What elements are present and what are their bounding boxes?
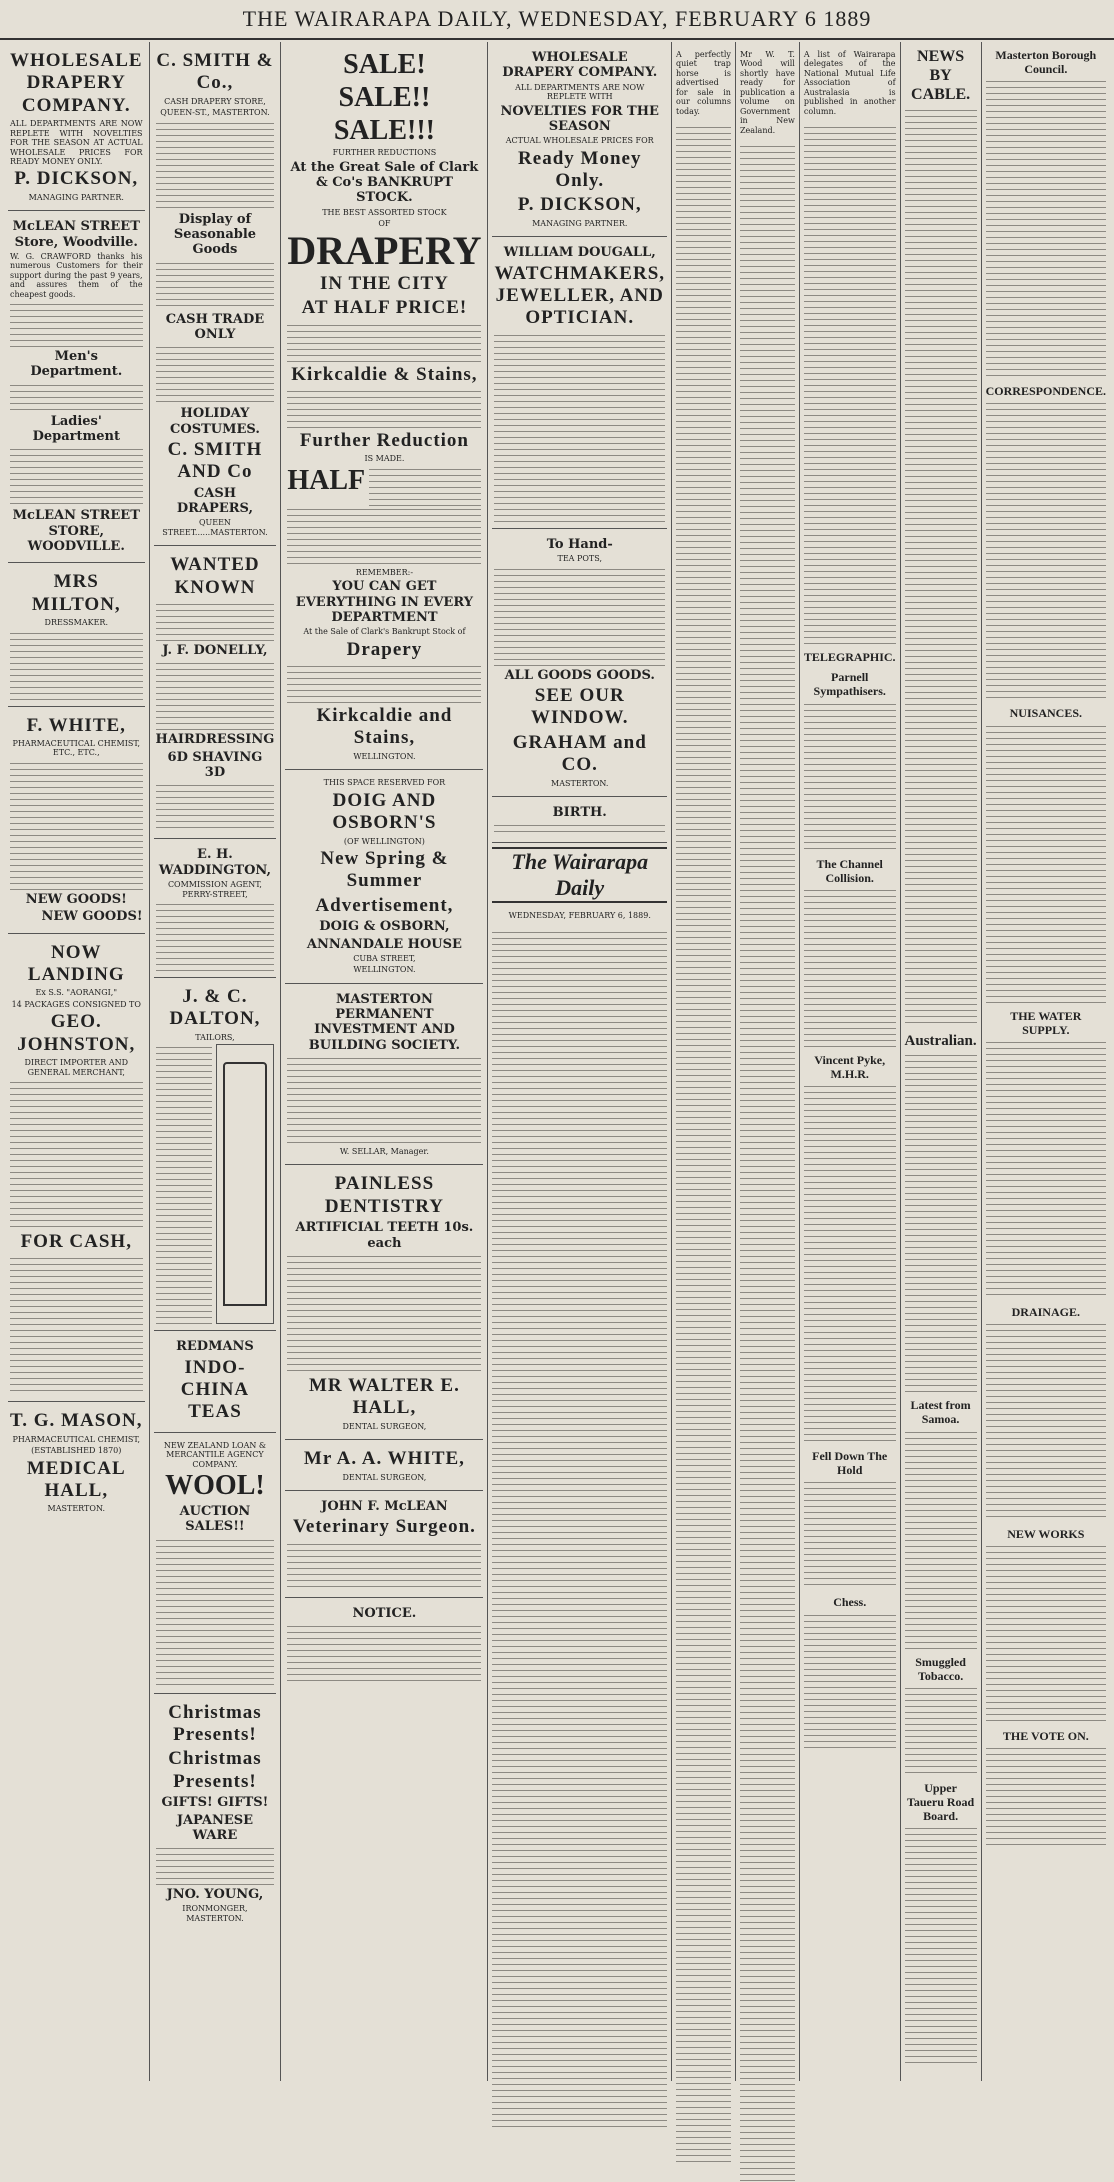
remember-text-block <box>287 506 481 566</box>
parnell-head: Parnell Sympathisers. <box>813 670 886 699</box>
painless: PAINLESS DENTISTRY <box>324 1173 445 1217</box>
crawford-body: W. G. CRAWFORD thanks his numerous Customers for their support during the past 9 years, and assures them of the cheapest goods. <box>10 251 143 299</box>
cash-trade-text-block <box>156 344 275 404</box>
channel-head: The Channel Collision. <box>816 856 883 885</box>
departments: ALL DEPARTMENTS ARE NOW REPLETE WITH <box>515 82 645 102</box>
newspaper-logo: The Wairarapa Daily <box>492 847 667 903</box>
column-9 <box>982 42 1110 2081</box>
smith-addr: QUEEN-ST., MASTERTON. <box>160 108 270 118</box>
half: HALF <box>287 464 366 496</box>
everything: YOU CAN GET EVERYTHING IN EVERY DEPARTMENT <box>295 579 474 625</box>
kirkcaldie-2: Kirkcaldie and Stains, <box>316 705 453 749</box>
notice: NOTICE. <box>352 1605 417 1621</box>
gifts: GIFTS! GIFTS! <box>161 1795 269 1811</box>
wholesale: WHOLESALE DRAPERY COMPANY. <box>502 50 658 81</box>
auction-text-block <box>156 1537 275 1687</box>
packages: 14 PACKAGES CONSIGNED TO <box>11 999 141 1009</box>
column-5 <box>672 42 736 2081</box>
johnston-text-block <box>10 1079 143 1229</box>
smith-ad <box>154 42 277 546</box>
upper-taueru-text <box>905 1825 977 2065</box>
dickson-title: WHOLESALE DRAPERY COMPANY. <box>10 50 143 116</box>
hairdressing: HAIRDRESSING <box>155 732 275 748</box>
cash-text-block <box>10 1255 143 1395</box>
vet-text-block <box>287 1541 481 1591</box>
col7-text-1 <box>804 124 896 644</box>
young-ad <box>154 1694 277 1932</box>
nuisances-head: NUISANCES. <box>1009 706 1082 721</box>
in-city: IN THE CITY <box>319 272 449 294</box>
graham-text-block <box>494 566 665 666</box>
dickson-ad <box>8 42 145 211</box>
dalton-ad <box>154 978 277 1331</box>
nz-loan-ad <box>154 1433 277 1694</box>
col6-text <box>740 143 795 2182</box>
mclean: JOHN F. McLEAN <box>321 1499 448 1515</box>
fell-head: Fell Down The Hold <box>812 1449 888 1478</box>
half-price-text-block <box>287 322 481 362</box>
column-1 <box>4 42 150 2081</box>
vincent-text <box>804 1083 896 1443</box>
drainage-text <box>986 1321 1106 1521</box>
col5-lede: A perfectly quiet trap horse is advertised for sale in our columns today. <box>676 50 731 116</box>
advert: Advertisement, <box>315 894 454 916</box>
kirkcaldie-ad <box>285 42 483 770</box>
mens-text-block <box>10 382 143 412</box>
wanted-text-block <box>156 601 275 641</box>
half-text <box>369 466 481 506</box>
dentistry-ad <box>285 1165 483 1440</box>
ash: Mr A. A. WHITE, <box>303 1448 465 1470</box>
cash-drapers: CASH DRAPERS, <box>176 485 253 517</box>
samoa-head: Latest from Samoa. <box>910 1398 971 1427</box>
masterton-perm: MASTERTON PERMANENT INVESTMENT AND BUILDING SOCIETY. <box>308 991 461 1053</box>
trouser-icon <box>223 1062 267 1306</box>
birth-notice <box>492 797 667 843</box>
wool: WOOL! <box>165 1470 265 1502</box>
dalton-price-list <box>156 1044 212 1324</box>
dalton-body <box>156 1044 275 1324</box>
column-2 <box>150 42 282 2081</box>
dickson-role: MANAGING PARTNER. <box>28 192 124 202</box>
christmas-2: Christmas Presents! <box>168 1748 262 1792</box>
building-society-ad <box>285 984 483 1166</box>
ladies-dept: Ladies' Department <box>32 413 120 445</box>
dougall-ad <box>492 237 667 529</box>
notice-text-block <box>287 1623 481 1683</box>
dickson: P. DICKSON, <box>517 194 642 216</box>
fell-text <box>804 1479 896 1589</box>
crawford-ad <box>8 211 145 563</box>
new-goods-1: NEW GOODS! <box>25 891 127 907</box>
hall-dental: DENTAL SURGEON, <box>342 1421 427 1431</box>
see-window: SEE OUR WINDOW. <box>530 684 629 729</box>
artificial: ARTIFICIAL TEETH 10s. each <box>295 1220 474 1251</box>
drapery: DRAPERY <box>287 227 482 273</box>
borough-head: Masterton Borough Council. <box>995 48 1097 77</box>
dougall-text-block <box>494 332 665 522</box>
col7-lede: A list of Wairarapa delegates of the National Mutual Life Association of Australasia is published in another column. <box>803 50 896 116</box>
birth: BIRTH. <box>552 804 607 820</box>
column-8 <box>901 42 982 2081</box>
johnston-role: DIRECT IMPORTER AND GENERAL MERCHANT, <box>24 1058 129 1077</box>
mason-ad <box>8 1402 145 1522</box>
graham-town: MASTERTON. <box>551 778 609 788</box>
display: Display of Seasonable Goods <box>173 211 257 258</box>
chess-head: Chess. <box>833 1595 867 1610</box>
johnston-ad <box>8 934 145 1403</box>
building-text-block <box>287 1055 481 1145</box>
water-head: THE WATER SUPPLY. <box>1010 1008 1082 1037</box>
best: THE BEST ASSORTED STOCK <box>322 207 447 217</box>
redmans: REDMANS <box>176 1339 254 1355</box>
display-text-block <box>156 260 275 310</box>
australian-text <box>905 1052 977 1392</box>
nz-loan: NEW ZEALAND LOAN & MERCANTILE AGENCY COMPANY. <box>163 1440 267 1469</box>
indo-china: INDO-CHINA TEAS <box>180 1356 250 1423</box>
for-cash: FOR CASH, <box>20 1230 132 1252</box>
drapery-2: Drapery <box>346 638 423 660</box>
vet-ad <box>285 1491 483 1598</box>
dalton-role: TAILORS, <box>195 1032 235 1042</box>
birth-text <box>494 822 665 836</box>
donelly-text-block <box>156 660 275 730</box>
cable-text <box>905 107 977 1027</box>
ash-dental: DENTAL SURGEON, <box>342 1472 427 1482</box>
smith-text-block <box>156 120 275 210</box>
novelties: NOVELTIES FOR THE SEASON <box>500 103 659 134</box>
donelly-name: J. F. DONELLY, <box>162 643 268 659</box>
tea-pots: TEA POTS, <box>557 554 602 564</box>
correspondence-head: CORRESPONDENCE. <box>985 384 1106 399</box>
medical-hall: MEDICAL HALL, <box>26 1457 126 1502</box>
column-7 <box>800 42 901 2081</box>
chess-text <box>804 1612 896 1752</box>
doig: DOIG AND OSBORN'S <box>332 789 437 834</box>
dickson-body: ALL DEPARTMENTS ARE NOW REPLETE WITH NOVELTIES FOR THE SEASON AT ACTUAL WHOLESALE PRICES FOR READY MONEY ONLY. <box>10 119 143 166</box>
price: 6D SHAVING 3D <box>167 749 263 781</box>
smuggled-text <box>905 1685 977 1775</box>
dickson-name: P. DICKSON, <box>14 168 139 190</box>
milton-text-block <box>10 630 143 700</box>
vet: Veterinary Surgeon. <box>292 1516 476 1538</box>
vote-text <box>986 1745 1106 1845</box>
ex-ship: Ex S.S. "AORANGI," <box>35 988 118 998</box>
gifts-text-block <box>156 1845 275 1885</box>
established: (ESTABLISHED 1870) <box>31 1446 122 1456</box>
milton-role: DRESSMAKER. <box>44 618 108 628</box>
columns <box>4 42 1110 2081</box>
sale-3: SALE!!! <box>333 114 435 146</box>
ladies-text-block <box>10 446 143 506</box>
column-3 <box>281 42 488 2081</box>
channel-text <box>804 887 896 1047</box>
half-price: AT HALF PRICE! <box>301 297 468 319</box>
auction: AUCTION SALES!! <box>179 1503 251 1535</box>
queen-street: QUEEN STREET......MASTERTON. <box>162 518 268 537</box>
trouser-illustration <box>216 1044 274 1324</box>
smith-name: C. SMITH & Co., <box>156 50 274 94</box>
samoa-text <box>905 1429 977 1649</box>
sellar: W. SELLAR, Manager. <box>339 1147 429 1157</box>
waddington-text-block <box>156 901 275 971</box>
wanted: WANTED KNOWN <box>170 554 260 598</box>
further: FURTHER REDUCTIONS <box>332 148 437 158</box>
editorial-text-block <box>492 929 667 2129</box>
cuba: CUBA STREET, <box>353 953 416 963</box>
young-name: JNO. YOUNG, <box>166 1887 264 1903</box>
vote-head: THE VOTE ON. <box>1002 1729 1089 1744</box>
ash-ad <box>285 1440 483 1491</box>
dickson-role: MANAGING PARTNER. <box>532 218 628 228</box>
borough-section <box>986 48 1106 1845</box>
cash-trade: CASH TRADE ONLY <box>165 311 265 342</box>
actual: ACTUAL WHOLESALE PRICES FOR <box>505 136 654 146</box>
now-landing: NOW LANDING <box>27 941 125 985</box>
space: THIS SPACE RESERVED FOR <box>323 778 446 788</box>
upper-taueru-head: Upper Taueru Road Board. <box>906 1780 975 1824</box>
mason-town: MASTERTON. <box>47 1504 105 1514</box>
water-text <box>986 1039 1106 1299</box>
redmans-ad <box>154 1331 277 1433</box>
wholesale-ad <box>492 42 667 237</box>
johnston-name: GEO. JOHNSTON, <box>17 1011 136 1055</box>
doig-ad <box>285 770 483 983</box>
young-role: IRONMONGER, MASTERTON. <box>182 1904 248 1923</box>
masthead <box>0 0 1114 40</box>
new-goods-2: NEW GOODS! <box>41 909 143 925</box>
waddington-name: E. H. WADDINGTON, <box>158 847 271 878</box>
mason-role: PHARMACEUTICAL CHEMIST, <box>12 1434 141 1444</box>
donelly-ad <box>154 546 277 839</box>
spring: New Spring & Summer <box>320 847 449 892</box>
half-block <box>287 466 481 506</box>
holiday: HOLIDAY COSTUMES. <box>170 406 260 437</box>
column-6 <box>736 42 800 2081</box>
of: OF <box>378 219 391 229</box>
waddington-ad <box>154 839 277 978</box>
white-ad <box>8 707 145 934</box>
waddington-role: COMMISSION AGENT, PERRY-STREET, <box>167 880 262 899</box>
milton-name: MRS MILTON, <box>31 571 121 615</box>
telegraphic-head: TELEGRAPHIC. <box>803 650 896 665</box>
wellington: WELLINGTON. <box>353 751 416 761</box>
crawford-head: McLEAN STREET Store, Woodville. <box>12 219 140 250</box>
australian-head: Australian. <box>904 1032 977 1049</box>
parnell-text <box>804 701 896 851</box>
milton-ad <box>8 563 145 706</box>
telegraphic-section <box>804 650 896 1752</box>
graham-ad <box>492 529 667 797</box>
sale-1: SALE! <box>343 49 426 80</box>
wellington-2: WELLINGTON. <box>353 965 416 975</box>
white-text-block <box>10 760 143 890</box>
great-sale: At the Great Sale of Clark & Co's BANKRUPT STOCK. <box>290 159 479 206</box>
new-works-text <box>986 1543 1106 1723</box>
logo-date: WEDNESDAY, FEBRUARY 6, 1889. <box>508 911 651 921</box>
borough-text <box>986 78 1106 378</box>
japanese: JAPANESE WARE <box>176 1812 254 1843</box>
cable-section <box>905 48 977 2065</box>
nuisances-text <box>986 723 1106 1003</box>
remember: REMEMBER:- <box>355 567 414 577</box>
all-goods: ALL GOODS GOODS. <box>504 667 655 683</box>
sale-2: SALE!! <box>338 81 431 113</box>
is-made: IS MADE. <box>364 454 405 464</box>
smuggled-head: Smuggled Tobacco. <box>915 1654 966 1683</box>
column-4 <box>488 42 672 2081</box>
to-hand: To Hand- <box>546 536 613 552</box>
crawford-text-block <box>10 301 143 347</box>
mens-dept: Men's Department. <box>30 349 123 380</box>
further-reduction: Further Reduction <box>299 429 469 451</box>
dalton-name: J. & C. DALTON, <box>169 985 261 1030</box>
drapery2-text-block <box>287 663 481 703</box>
drainage-head: DRAINAGE. <box>1011 1304 1080 1319</box>
ready: Ready Money Only. <box>518 147 642 192</box>
hall: MR WALTER E. HALL, <box>308 1374 460 1419</box>
col5-text <box>676 124 731 2163</box>
smith-sub: CASH DRAPERY STORE, <box>164 96 266 106</box>
woodville: McLEAN STREET STORE, WOODVILLE. <box>12 508 140 555</box>
vincent-head: Vincent Pyke, M.H.R. <box>814 1052 886 1081</box>
of-wellington: (OF WELLINGTON) <box>343 836 425 846</box>
graham: GRAHAM and CO. <box>512 731 647 776</box>
new-works-head: NEW WORKS <box>1007 1527 1085 1542</box>
dougall: WILLIAM DOUGALL, <box>503 245 656 261</box>
correspondence-text <box>986 400 1106 700</box>
at-sale: At the Sale of Clark's Bankrupt Stock of <box>303 627 466 637</box>
notice-ad <box>285 1598 483 1689</box>
white-role: PHARMACEUTICAL CHEMIST, ETC., ETC., <box>12 739 141 758</box>
christmas-1: Christmas Presents! <box>168 1701 262 1745</box>
white-name: F. WHITE, <box>26 714 126 736</box>
cable-head: NEWS BY CABLE. <box>911 48 971 103</box>
painless-text-block <box>287 1253 481 1373</box>
kirkcaldie-text-block <box>287 388 481 428</box>
kirkcaldie: Kirkcaldie & Stains, <box>291 363 478 385</box>
annandale: ANNANDALE HOUSE <box>306 936 462 952</box>
hair-text-block <box>156 782 275 832</box>
watchmakers: WATCHMAKERS, JEWELLER, AND OPTICIAN. <box>494 262 666 329</box>
masthead-title: THE WAIRARAPA DAILY, WEDNESDAY, FEBRUARY 6 1889 <box>242 6 872 31</box>
mason-name: T. G. MASON, <box>10 1410 143 1432</box>
col6-lede: Mr W. T. Wood will shortly have ready for publication a volume on Government in New Zealand. <box>739 50 795 135</box>
smith2-name: C. SMITH AND Co <box>167 438 263 483</box>
doig-2: DOIG & OSBORN, <box>319 919 450 935</box>
